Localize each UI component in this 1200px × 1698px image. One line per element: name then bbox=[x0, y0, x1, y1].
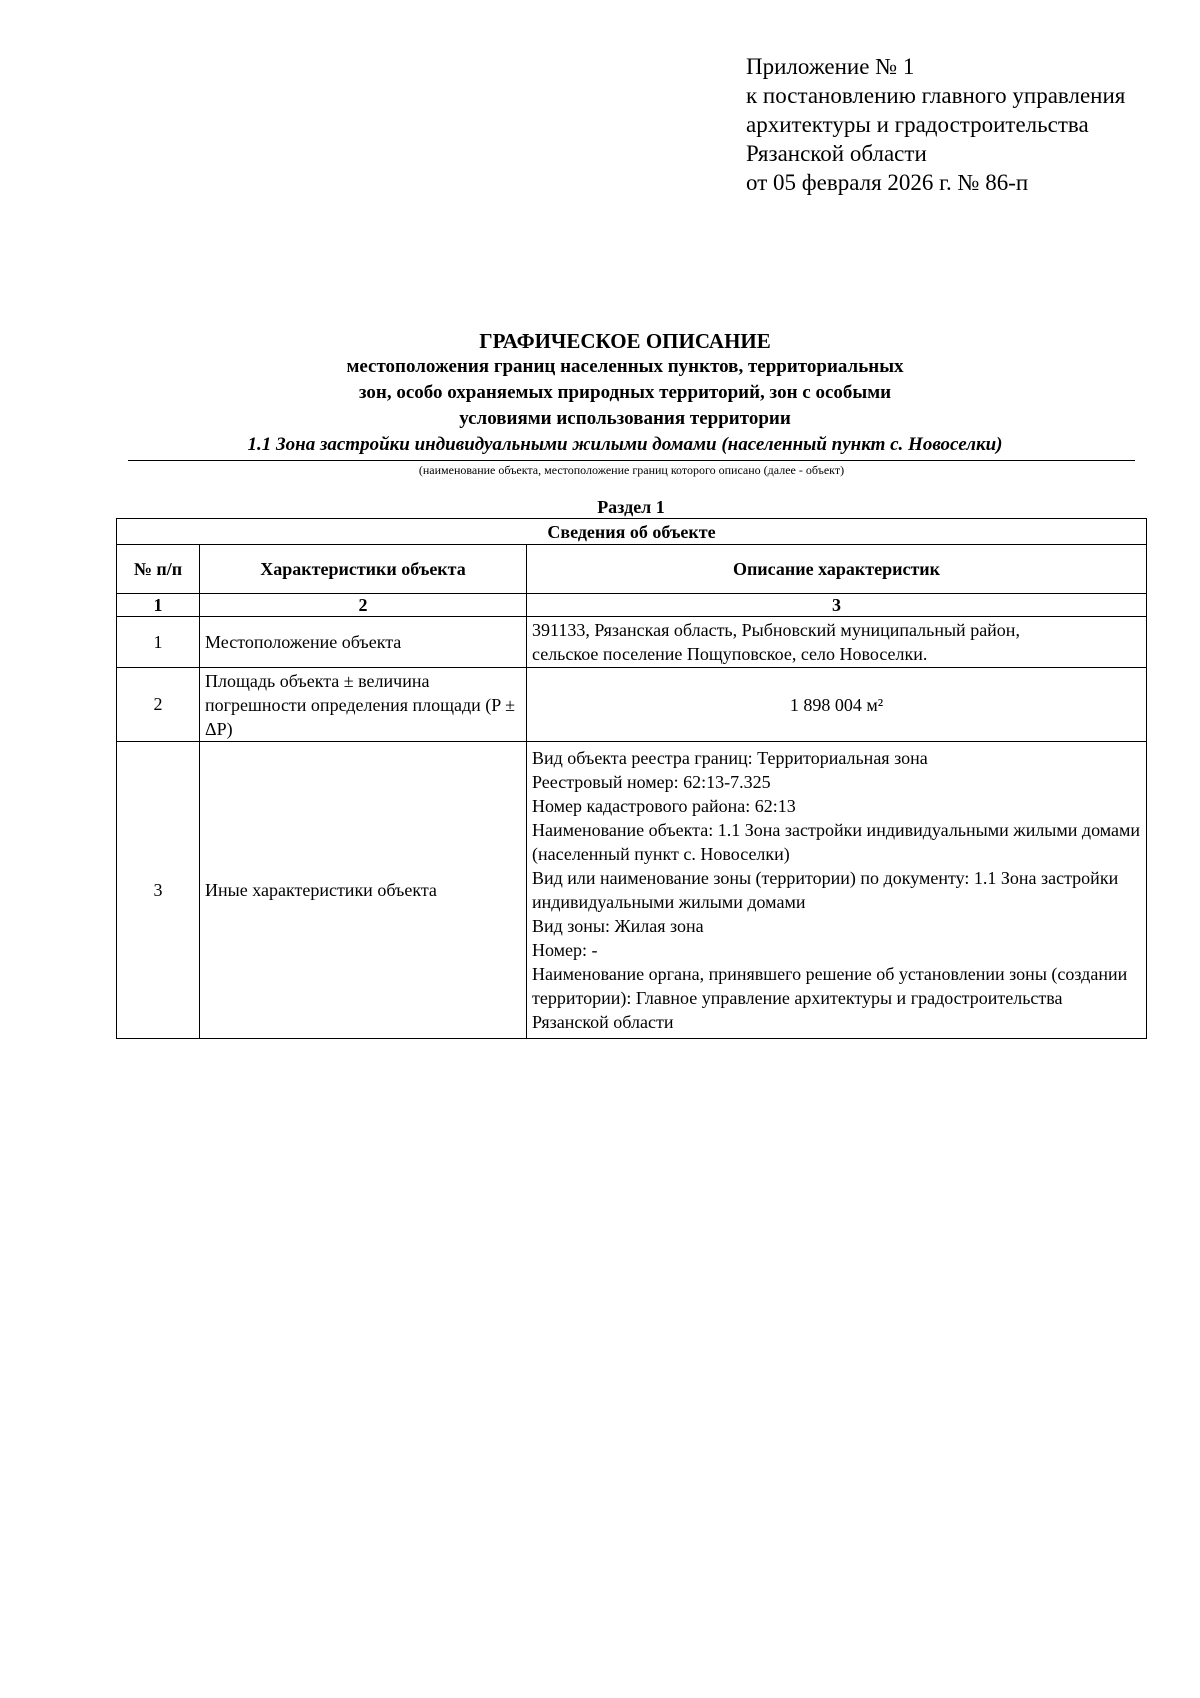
document-subtitle-line: условиями использования территории bbox=[459, 408, 791, 429]
header-characteristic: Характеристики объекта bbox=[200, 545, 527, 594]
description-line: Вид объекта реестра границ: Территориальная зона bbox=[532, 748, 928, 768]
description-line: Вид или наименование зоны (территории) по документу: 1.1 Зона застройки индивидуальными жилыми домами bbox=[532, 868, 1119, 912]
column-number-row bbox=[117, 594, 1147, 617]
document-title: ГРАФИЧЕСКОЕ ОПИСАНИЕ bbox=[479, 329, 771, 353]
table-row bbox=[117, 742, 1147, 1039]
row-number: 1 bbox=[117, 617, 200, 668]
appendix-header bbox=[746, 52, 1125, 197]
description-line: Реестровый номер: 62:13-7.325 bbox=[532, 772, 771, 792]
description-line: сельское поселение Пощуповское, село Новоселки. bbox=[532, 644, 928, 664]
object-name-underline bbox=[128, 460, 1135, 461]
row-number: 3 bbox=[117, 742, 200, 1039]
row-characteristic: Площадь объекта ± величина погрешности определения площади (P ± ΔP) bbox=[200, 668, 527, 742]
table-header-row bbox=[117, 545, 1147, 594]
column-number: 3 bbox=[527, 594, 1147, 617]
description-line: Наименование органа, принявшего решение об установлении зоны (создании территории): Главное управление архитектуры и градостроительства Рязанской области bbox=[532, 964, 1128, 1032]
column-number: 2 bbox=[200, 594, 527, 617]
header-description: Описание характеристик bbox=[527, 545, 1147, 594]
appendix-line: к постановлению главного управления bbox=[746, 83, 1126, 108]
object-name: 1.1 Зона застройки индивидуальными жилыми домами (населенный пункт с. Новоселки) bbox=[247, 434, 1003, 455]
table-row bbox=[117, 617, 1147, 668]
row-description bbox=[527, 668, 1147, 742]
appendix-line: Приложение № 1 bbox=[746, 54, 915, 79]
row-description bbox=[527, 742, 1147, 1039]
table-caption-row bbox=[117, 519, 1147, 545]
appendix-line: архитектуры и градостроительства bbox=[746, 112, 1089, 137]
description-line: Номер: - bbox=[532, 940, 598, 960]
row-description bbox=[527, 617, 1147, 668]
description-line: Вид зоны: Жилая зона bbox=[532, 916, 704, 936]
table-caption: Сведения об объекте bbox=[117, 519, 1147, 545]
description-line: 391133, Рязанская область, Рыбновский муниципальный район, bbox=[532, 620, 1020, 640]
document-subtitle-line: зон, особо охраняемых природных территорий, зон с особыми bbox=[358, 382, 892, 403]
document-subtitle-line: местоположения границ населенных пунктов, территориальных bbox=[346, 356, 904, 377]
row-number: 2 bbox=[117, 668, 200, 742]
object-name-caption: (наименование объекта, местоположение границ которого описано (далее - объект) bbox=[418, 463, 845, 477]
column-number: 1 bbox=[117, 594, 200, 617]
table-row bbox=[117, 668, 1147, 742]
row-characteristic: Местоположение объекта bbox=[200, 617, 527, 668]
description-line: 1 898 004 м² bbox=[789, 694, 884, 715]
object-info-table bbox=[116, 518, 1147, 1039]
description-line: Наименование объекта: 1.1 Зона застройки индивидуальными жилыми домами (населенный пункт с. Новоселки) bbox=[532, 820, 1141, 864]
description-line: Номер кадастрового района: 62:13 bbox=[532, 796, 796, 816]
appendix-line: Рязанской области bbox=[746, 141, 927, 166]
row-characteristic: Иные характеристики объекта bbox=[200, 742, 527, 1039]
document-title-block bbox=[128, 328, 1122, 432]
appendix-line: от 05 февраля 2026 г. № 86-п bbox=[746, 170, 1029, 195]
header-num: № п/п bbox=[117, 545, 200, 594]
section-title: Раздел 1 bbox=[597, 497, 665, 517]
